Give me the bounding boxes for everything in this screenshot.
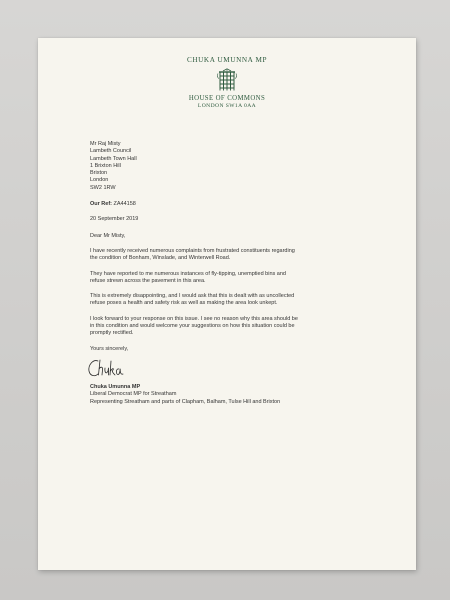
signatory-description: Representing Streatham and parts of Clapham, Balham, Tulse Hill and Brixton	[90, 398, 281, 405]
paragraph-line: I have recently received numerous complaints from frustrated constituents regarding	[90, 247, 295, 254]
paragraph	[90, 293, 390, 308]
letterhead	[38, 56, 416, 109]
paragraph-line: in this condition and would welcome your suggestions on how this situation could be	[90, 323, 295, 330]
portcullis-icon	[217, 68, 237, 92]
letter-page	[38, 38, 416, 570]
paragraph-line: They have reported to me numerous instances of fly-tipping, unemptied bins and	[90, 270, 286, 277]
paragraph-line: refuse strewn across the pavement in this area.	[90, 277, 206, 284]
paragraph-line: the condition of Bonham, Winslade, and Winterwell Road.	[90, 255, 231, 262]
reference-label: Our Ref:	[90, 201, 112, 208]
address-line: Lambeth Town Hall	[90, 155, 137, 162]
signatory-title: Liberal Democrat MP for Streatham	[90, 391, 177, 398]
paragraph	[90, 248, 390, 263]
letterhead-postal-address: LONDON SW1A 0AA	[197, 103, 257, 109]
reference-value: ZA44158	[113, 201, 136, 208]
address-line: 1 Brixton Hill	[90, 162, 121, 169]
recipient-address	[90, 141, 390, 192]
address-line: Mr Raj Misty	[90, 141, 121, 147]
letterhead-mp-name: CHUKA UMUNNA MP	[186, 56, 268, 64]
closing: Yours sincerely,	[90, 345, 129, 352]
paragraph-line: This is extremely disappointing, and I would ask that this is dealt with as uncollected	[90, 293, 295, 300]
signatory-name: Chuka Umunna MP	[90, 383, 141, 390]
reference-line	[90, 201, 390, 208]
address-line: London	[90, 177, 109, 184]
address-line: Brixton	[90, 170, 108, 177]
handwritten-signature	[86, 356, 134, 382]
letter-date: 20 September 2019	[90, 216, 139, 223]
paragraph	[90, 271, 390, 286]
address-line: Lambeth Council	[90, 148, 132, 155]
paragraph-line: refuse poses a health and safety risk as well as making the area look unkept.	[90, 300, 278, 307]
salutation: Dear Mr Misty,	[90, 232, 126, 239]
address-line: SW2 1RW	[90, 184, 116, 191]
letter-body	[90, 141, 390, 406]
letterhead-house: HOUSE OF COMMONS	[188, 95, 266, 102]
paragraph	[90, 316, 390, 338]
paragraph-line: I look forward to your response on this issue. I see no reason why this area should be	[90, 315, 298, 322]
paragraph-line: promptly rectified.	[90, 330, 134, 337]
